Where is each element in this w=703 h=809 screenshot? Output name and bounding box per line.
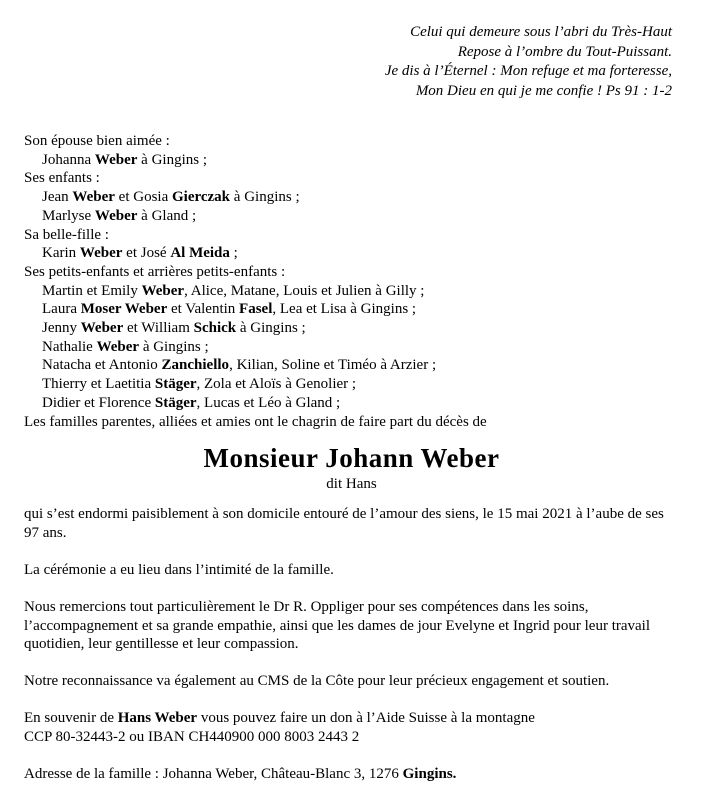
bold-name: Weber (79, 245, 123, 262)
title-block (24, 444, 679, 494)
family-line (24, 413, 679, 432)
family-line (24, 188, 679, 207)
family-line (24, 300, 679, 319)
family-line (24, 132, 679, 151)
family-line (24, 151, 679, 170)
text-segment: à Gingins ; (137, 151, 207, 168)
paragraph (24, 505, 679, 542)
family-line (24, 375, 679, 394)
paragraph (24, 672, 679, 691)
paragraph (24, 598, 679, 654)
text-segment: à Gland ; (137, 207, 197, 224)
family-line (24, 207, 679, 226)
family-list (24, 132, 679, 431)
text-segment: Didier et Florence (42, 394, 155, 411)
family-line (24, 263, 679, 282)
text-segment: Johanna (42, 151, 95, 168)
text-segment: à Gingins ; (230, 189, 300, 206)
paragraph (24, 561, 679, 580)
paragraph-line (24, 709, 679, 728)
family-line (24, 356, 679, 375)
bold-name: Hans Weber (117, 710, 198, 727)
family-line (24, 394, 679, 413)
text-segment: , Lea et Lisa à Gingins ; (272, 301, 417, 318)
family-line (24, 338, 679, 357)
family-line (24, 244, 679, 263)
deceased-name: Monsieur Johann Weber (203, 443, 500, 474)
family-line (24, 319, 679, 338)
text-segment: Jean (42, 189, 73, 206)
text-segment: Jenny (42, 320, 81, 337)
text-segment: Thierry et Laetitia (42, 376, 155, 393)
text-segment: vous pouvez faire un don à l’Aide Suisse à la montagne (197, 710, 535, 727)
text-segment: Nathalie (42, 338, 97, 355)
text-segment: Adresse de la famille : Johanna Weber, Château-Blanc 3, 1276 (24, 766, 403, 783)
text-segment: à Gingins ; (139, 338, 209, 355)
announcement-body (24, 505, 679, 783)
paragraph (24, 765, 679, 784)
epigraph-quote (24, 23, 672, 101)
paragraph-line (24, 765, 679, 784)
text-segment: Les familles parentes, alliées et amies ont le chagrin de faire part du décès de (24, 413, 487, 430)
text-segment: La cérémonie a eu lieu dans l’intimité de la famille. (24, 561, 334, 578)
text-segment: ; (229, 245, 238, 262)
bold-name: Zanchiello (161, 357, 230, 374)
text-segment: et José (122, 245, 171, 262)
bold-name: Al Meida (170, 245, 230, 262)
text-segment: CCP 80-32443-2 ou IBAN CH440900 000 8003 2443 2 (24, 729, 360, 745)
paragraph-line (24, 672, 679, 691)
text-segment: Martin et Emily (42, 282, 142, 299)
text-segment: , Lucas et Léo à Gland ; (196, 394, 341, 411)
bold-name: Gingins. (402, 766, 457, 783)
text-segment: Ses petits-enfants et arrières petits-enfants : (24, 263, 286, 280)
bold-name: Stäger (154, 394, 197, 411)
text-segment: Natacha et Antonio (42, 357, 162, 374)
text-segment: et Gosia (114, 189, 172, 206)
paragraph (24, 709, 679, 746)
text-segment: Laura (42, 301, 81, 318)
paragraph-line (24, 505, 679, 542)
family-line (24, 226, 679, 245)
text-segment: Ses enfants : (24, 170, 100, 187)
bold-name: Schick (193, 320, 237, 337)
text-segment: Karin (42, 245, 80, 262)
bold-name: Stäger (154, 376, 197, 393)
bold-name: Moser Weber (80, 301, 168, 318)
text-segment: et Valentin (167, 301, 240, 318)
text-segment: , Zola et Aloïs à Genolier ; (196, 376, 357, 393)
family-line (24, 169, 679, 188)
text-segment: , Kilian, Soline et Timéo à Arzier ; (229, 357, 437, 374)
epigraph-line: Je dis à l’Éternel : Mon refuge et ma forteresse, (384, 63, 672, 79)
epigraph-line: Mon Dieu en qui je me confie ! Ps 91 : 1-2 (415, 82, 672, 99)
paragraph-line (24, 728, 679, 747)
bold-name: Weber (94, 207, 138, 224)
paragraph-line (24, 598, 679, 654)
bold-name: Weber (72, 189, 115, 206)
text-segment: Sa belle-fille : (24, 226, 109, 243)
text-segment: Notre reconnaissance va également au CMS de la Côte pour leur précieux engagement et soutien. (24, 673, 610, 690)
text-segment: Marlyse (42, 207, 95, 224)
bold-name: Weber (96, 338, 140, 355)
family-line (24, 282, 679, 301)
deceased-alias: dit Hans (326, 476, 377, 493)
text-segment: En souvenir de (24, 710, 118, 727)
text-segment: Son épouse bien aimée : (24, 133, 170, 149)
text-segment: , Alice, Matane, Louis et Julien à Gilly ; (184, 282, 425, 299)
bold-name: Gierczak (171, 189, 231, 206)
epigraph-line: Repose à l’ombre du Tout-Puissant. (457, 43, 672, 60)
bold-name: Weber (80, 320, 124, 337)
text-segment: Nous remercions tout particulièrement le Dr R. Oppliger pour ses compétences dans les soins, l’accompagnement et sa grande empathie, ainsi que les dames de jour Evelyne et Ingrid pour leur travail quotidien, leur gentillesse et leur compassion. (24, 599, 651, 653)
epigraph-line: Celui qui demeure sous l’abri du Très-Haut (410, 24, 672, 40)
text-segment: qui s’est endormi paisiblement à son domicile entouré de l’amour des siens, le 15 mai 2021 à l’aube de ses 97 ans. (24, 506, 664, 541)
bold-name: Weber (141, 282, 185, 299)
paragraph-line (24, 561, 679, 580)
text-segment: et William (123, 320, 194, 337)
bold-name: Weber (94, 151, 138, 168)
bold-name: Fasel (239, 301, 273, 318)
text-segment: à Gingins ; (236, 320, 306, 337)
